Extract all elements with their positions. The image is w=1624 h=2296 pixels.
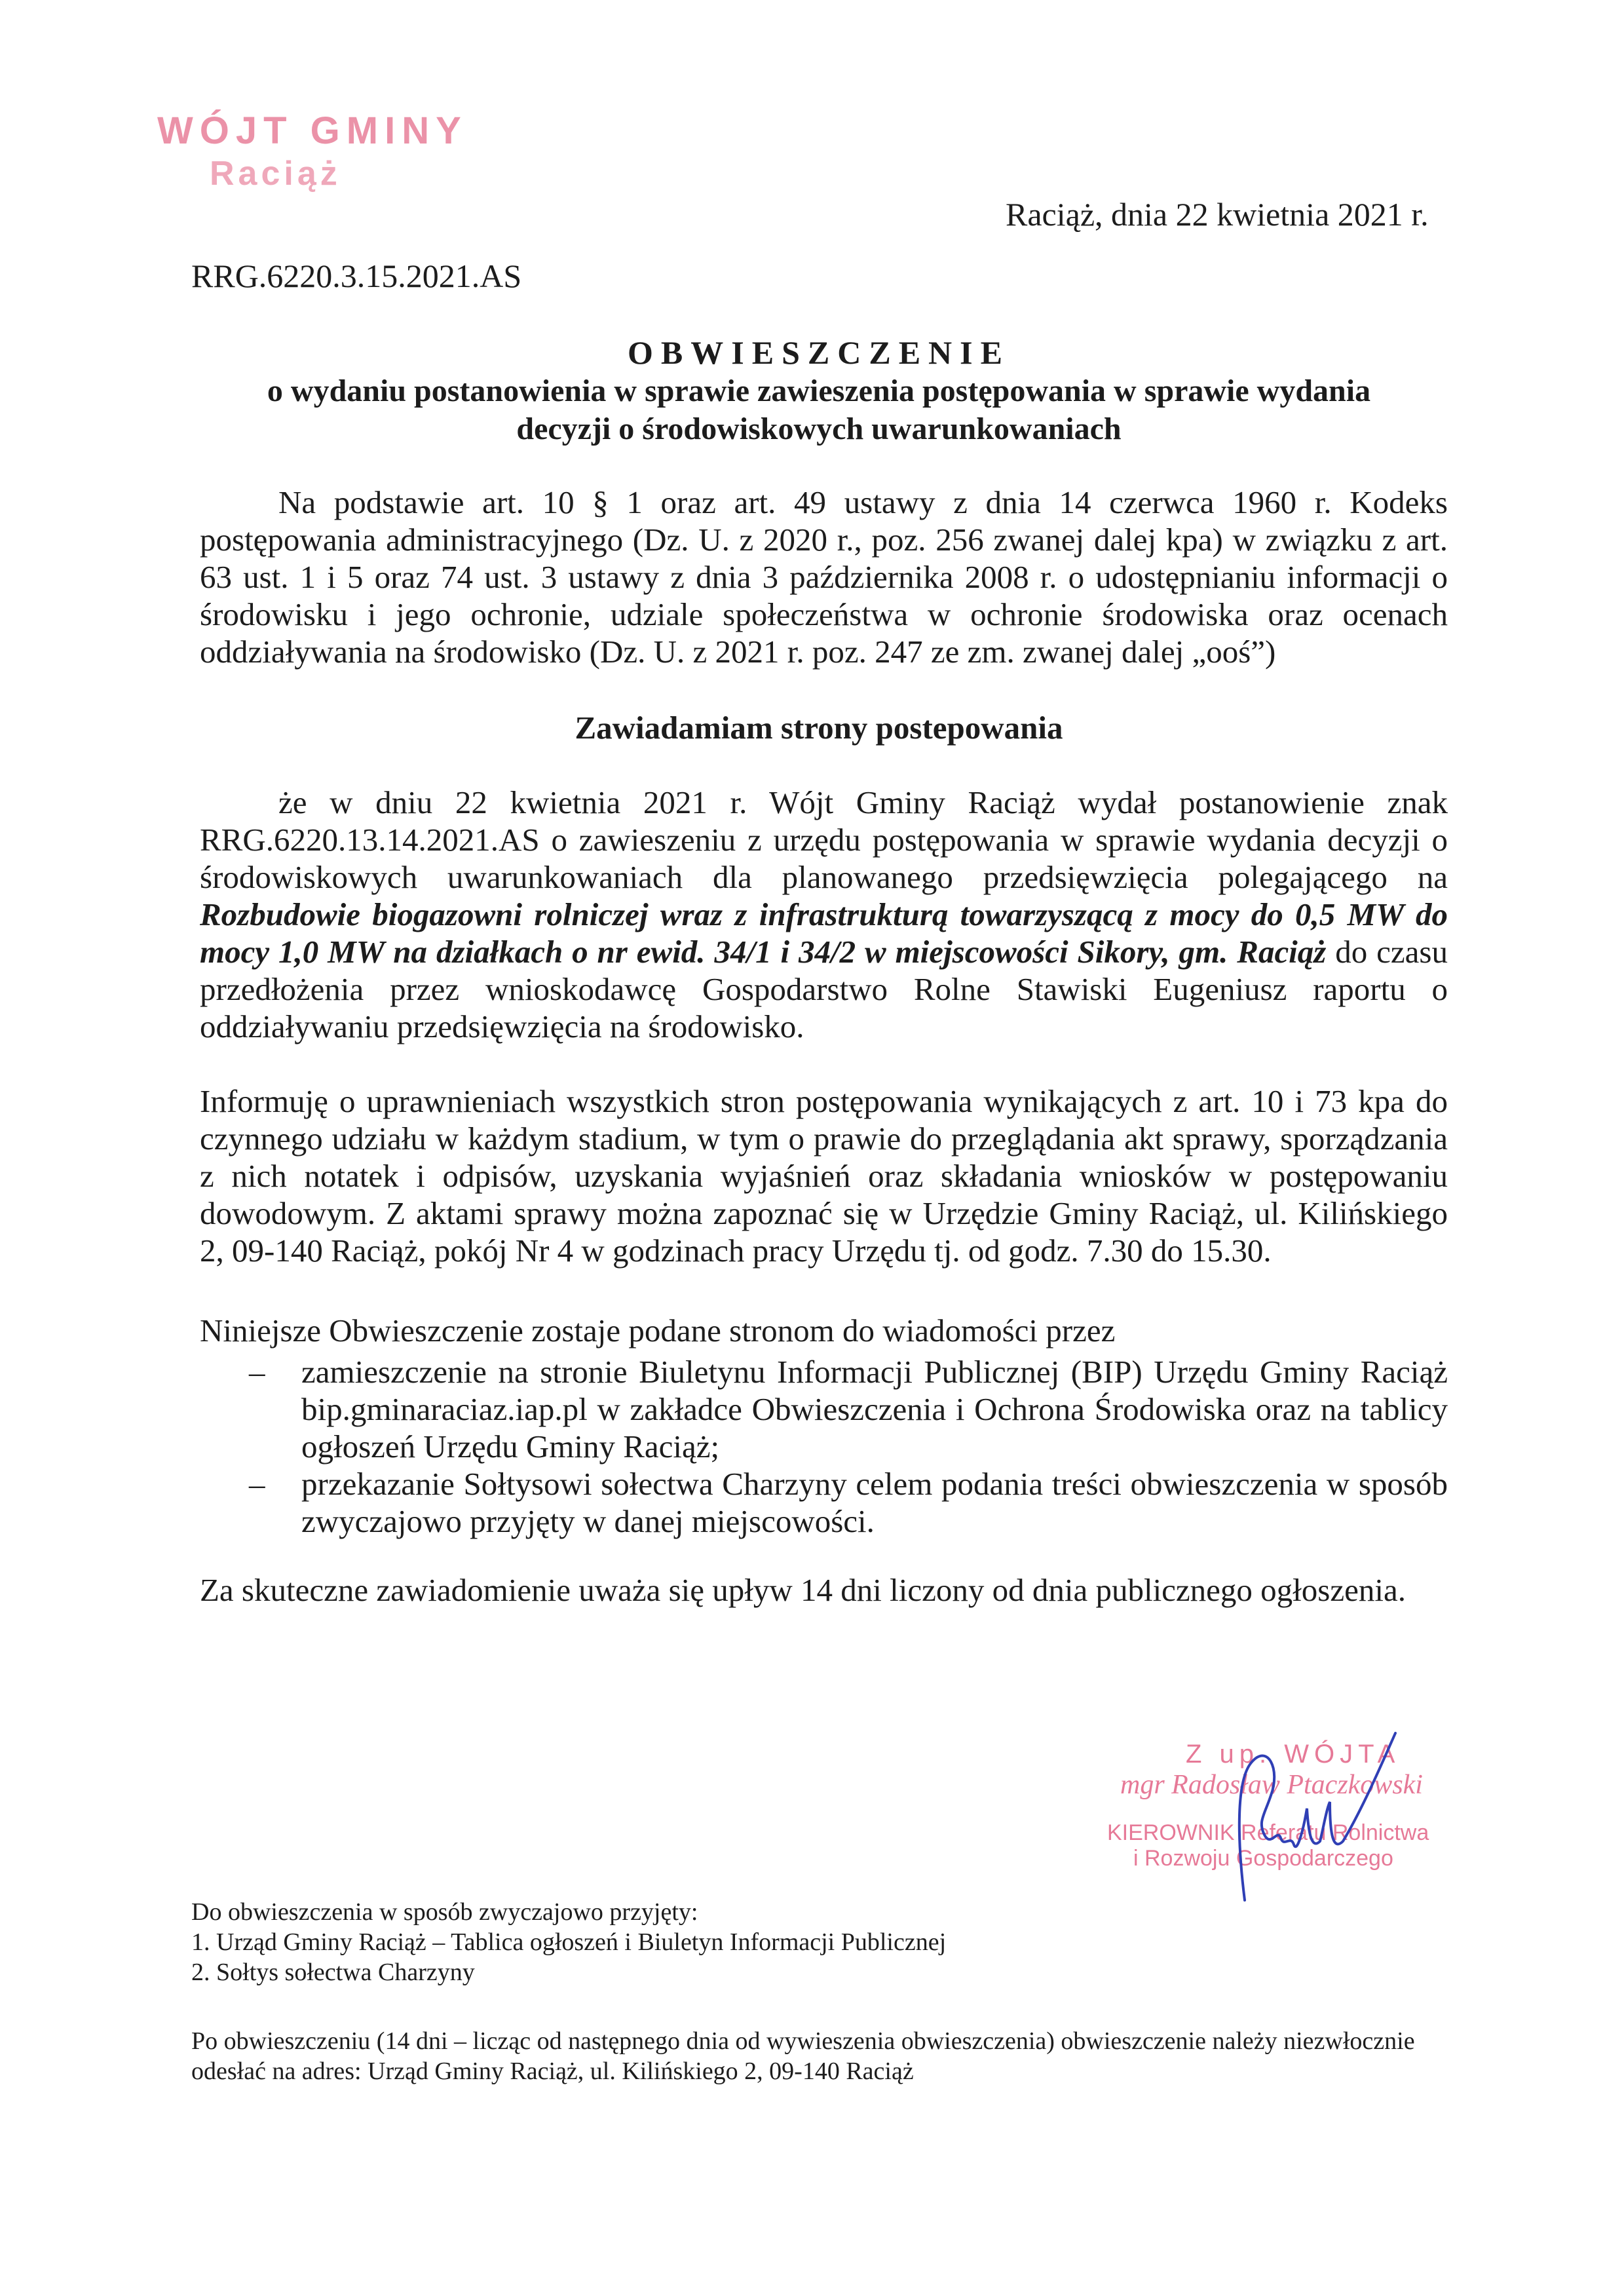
list-item-text: zamieszczenie na stronie Biuletynu Informacji Publicznej (BIP) Urzędu Gminy Raciąż bip.gminaraciaz.iap.pl w zakładce Obwieszczenia i Ochrona Środowiska oraz na tablicy ogłoszeń Urzędu Gminy Raciąż; — [301, 1354, 1448, 1464]
title-subject-line-1: o wydaniu postanowienia w sprawie zawieszenia postępowania w sprawie wydania — [267, 373, 1371, 408]
project-description: Rozbudowie biogazowni rolniczej wraz z infrastrukturą towarzyszącą z mocy do 0,5 MW do mocy 1,0 MW na działkach o nr ewid. 34/1 i 34/2 w miejscowości Sikory, gm. Raciąż — [200, 896, 1448, 970]
section-heading: Zawiadamiam strony postepowania — [575, 710, 1063, 746]
title-obwieszczenie: OBWIESZCZENIE — [628, 334, 1010, 371]
stamp-z-up-wojta: Z up. WÓJTA — [1186, 1740, 1401, 1769]
stamp-position-line1: KIEROWNIK Referatu Rolnictwa — [1107, 1820, 1429, 1845]
dash-bullet: – — [249, 1354, 265, 1390]
stamp-position-line2: i Rozwoju Gospodarczego — [1133, 1846, 1393, 1871]
rights-paragraph: Informuję o uprawnieniach wszystkich stron postępowania wynikających z art. 10 i 73 kpa do czynnego udziału w każdym stadium, w tym o prawie do przeglądania akt sprawy, sporządzania z nich notatek i odpisów, uzyskania wyjaśnień oraz składania wniosków w postępowaniu dowodowym. Z aktami sprawy można zapoznać się w Urzędzie Gminy Raciąż, ul. Kilińskiego 2, 09-140 Raciąż, pokój Nr 4 w godzinach pracy Urzędu tj. od godz. 7.30 do 15.30. — [200, 1083, 1448, 1269]
reference-number: RRG.6220.3.15.2021.AS — [191, 258, 522, 294]
office-stamp — [157, 108, 468, 193]
dash-bullet: – — [249, 1466, 265, 1502]
document-title — [197, 333, 1441, 448]
stamp-line-wojt-gminy: WÓJT GMINY — [157, 109, 468, 152]
notification-text-part1: że w dniu 22 kwietnia 2021 r. Wójt Gminy Raciąż wydał postanowienie znak RRG.6220.13.14.2021.AS o zawieszeniu z urzędu postępowania w sprawie wydania decyzji o środowiskowych uwarunkowaniach dla planowanego przedsięwzięcia polegającego na — [200, 784, 1448, 895]
list-item — [249, 1465, 1448, 1540]
distribution-item: 2. Sołtys sołectwa Charzyny — [191, 1959, 475, 1986]
list-item-text: przekazanie Sołtysowi sołectwa Charzyny celem podania treści obwieszczenia w sposób zwyczajowo przyjęty w danej miejscowości. — [301, 1466, 1448, 1539]
notification-paragraph — [200, 784, 1448, 1045]
list-item — [249, 1353, 1448, 1465]
distribution-heading: Do obwieszczenia w sposób zwyczajowo przyjęty: — [191, 1898, 698, 1926]
effective-notice: Za skuteczne zawiadomienie uważa się upływ 14 dni liczony od dnia publicznego ogłoszenia. — [200, 1572, 1406, 1608]
document-date: Raciąż, dnia 22 kwietnia 2021 r. — [1006, 196, 1429, 233]
handwritten-signature-icon — [1232, 1730, 1402, 1907]
distribution-item: 1. Urząd Gminy Raciąż – Tablica ogłoszeń i Biuletyn Informacji Publicznej — [191, 1928, 947, 1956]
notification-text-part2: do czasu przedłożenia przez wnioskodawcę Gospodarstwo Rolne Stawiski Eugeniusz raportu o oddziaływaniu przedsięwzięcia na środowisko. — [200, 934, 1448, 1044]
stamp-signatory-name: mgr Radosław Ptaczkowski — [1120, 1770, 1423, 1800]
publication-methods-list — [249, 1353, 1448, 1540]
distribution-list — [191, 1897, 946, 1987]
return-instructions: Po obwieszczeniu (14 dni – licząc od następnego dnia od wywieszenia obwieszczenia) obwieszczenie należy niezwłocznie odesłać na adres: Urząd Gminy Raciąż, ul. Kilińskiego 2, 09-140 Raciąż — [191, 2027, 1415, 2085]
title-subject-line-2: decyzji o środowiskowych uwarunkowaniach — [516, 411, 1122, 446]
legal-basis-text: Na podstawie art. 10 § 1 oraz art. 49 ustawy z dnia 14 czerwca 1960 r. Kodeks postępowania administracyjnego (Dz. U. z 2020 r., poz. 256 zwanej dalej kpa) w związku z art. 63 ust. 1 i 5 oraz 74 ust. 3 ustawy z dnia 3 października 2008 r. o udostępnianiu informacji o środowisku i jego ochronie, udziale społeczeństwa w ochronie środowiska oraz ocenach oddziaływania na środowisko (Dz. U. z 2021 r. poz. 247 ze zm. zwanej dalej „ooś”) — [200, 484, 1448, 670]
publication-lead: Niniejsze Obwieszczenie zostaje podane stronom do wiadomości przez — [200, 1312, 1116, 1349]
stamp-line-raciaz: Raciąż — [210, 155, 341, 193]
legal-basis-paragraph — [200, 484, 1448, 670]
